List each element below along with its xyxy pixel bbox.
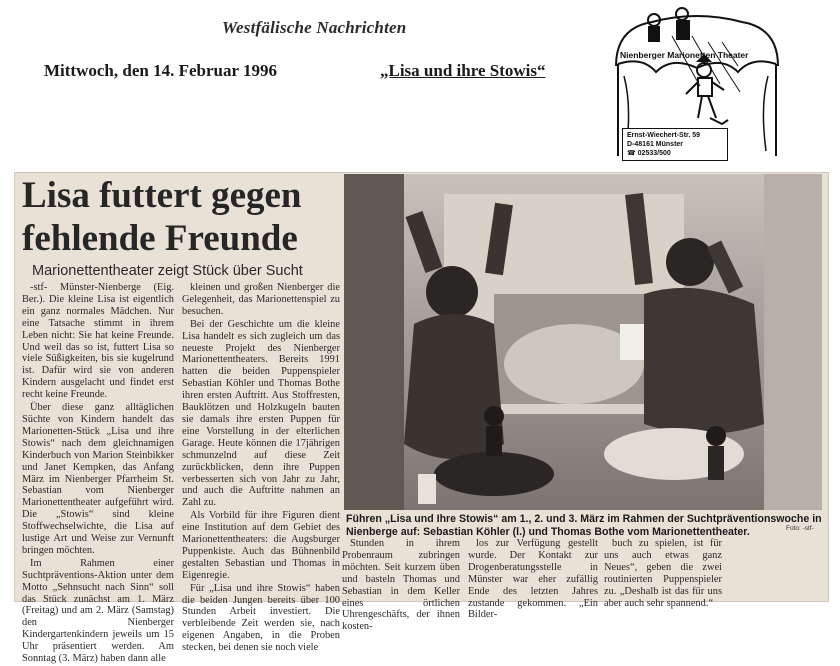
article-column-1: [22, 282, 174, 666]
paragraph: kleinen und großen Nienberger die Gelegenheit, das Marionettenspiel zu besuchen.: [182, 282, 340, 317]
paragraph: -stf- Münster-Nienberge (Eig. Ber.). Die kleine Lisa ist eigentlich ein ganz normales Mädchen. Nur eine Tatsache stimmt in ihrem Leben nicht: Sie hat keine Freunde. Und weil das so ist, futtert Lisa so viele Süßigkeiten, bis sie kugelrund ist. Dafür wird sie von anderen Kindern ausgelacht und findet erst recht keine Freunde.: [22, 282, 174, 401]
address-city: D-48161 Münster: [627, 141, 684, 148]
paragraph: Stunden in ihrem Probenraum zubringen möchten. Seit kurzem üben und basteln Thomas und Sebastian in dem Keller eines örtlichen Uhrengeschäfts, der ihnen kosten-: [342, 538, 460, 633]
theater-name: Nienberger Marionetten Theater: [620, 50, 749, 60]
article-column-2: [182, 282, 340, 655]
paragraph: los zur Verfügung gestellt wurde. Der Kontakt zur Drogenberatungsstelle in Münster war eher zufällig Ende des letzten Jahres zustande gekommen. „Ein Bilder-: [468, 538, 598, 621]
publication-date: Mittwoch, den 14. Februar 1996: [44, 61, 277, 80]
headline-reference: „Lisa und ihre Stowis“: [380, 61, 546, 80]
address-phone: ☎ 02533/500: [627, 150, 671, 157]
article-title: Lisa futtert gegen fehlende Freunde: [22, 175, 302, 259]
photo-credit: Foto: -stf-: [786, 525, 814, 532]
address-street: Ernst-Wiechert-Str. 59: [627, 132, 701, 139]
paragraph: Über diese ganz alltäglichen Süchte von Kindern handelt das Marionetten-Stück „Lisa und ihre Stowis“ nach dem gleichnamigen Kinderbuch von Marion Steinbikker und Janet Kempken, das Anfang März im Nienberger Pfarrheim St. Sebastian vom Nienberger Marionettentheater aufgeführt wird. Die „Stowis“ sind kleine Stoffwechselwichte, die Lisa auf lustige Art und Weise zur Vernunft bringen möchten.: [22, 402, 174, 556]
article-column-3: [342, 538, 460, 634]
paragraph: Als Vorbild für ihre Figuren dient eine Institution auf dem Gebiet des Marionettentheaters: die Augsburger Puppenkiste. Auch das Bühnenbild gestalten Sebastian und Thomas in Eigenregie.: [182, 510, 340, 581]
newspaper-name: Westfälische Nachrichten: [222, 18, 407, 37]
paragraph: Im Rahmen einer Suchtpräventions-Aktion unter dem Motto „Sehnsucht nach Sinn“ soll das Stück zunächst am 1. März (Freitag) und am 2. März (Samstag) den Nienberger Kindergartenkindern jeweils um 15 Uhr präsentiert werden. Am Sonntag (3. März) haben dann alle: [22, 557, 174, 665]
article-column-5: [604, 538, 722, 610]
theater-address: [622, 128, 728, 161]
article-subtitle: Marionettentheater zeigt Stück über Sucht: [32, 263, 303, 279]
theater-stamp: [612, 6, 782, 166]
paragraph: Bei der Geschichte um die kleine Lisa handelt es sich zugleich um das neueste Projekt des Nienberger Marionettentheaters. Bereits 1991 hatten die beiden Puppenspieler Sebastian Köhler und Thomas Bothe ihren ersten Auftritt. Aus Stoffresten, Bauklötzen und Holzkugeln bauten sie damals ihre ersten Puppen für eine Vorstellung in der elterlichen Garage. Heute können die 17jährigen schmunzelnd auf diese Zeit zurückblicken, denn ihre Puppen verbesserten sich von Jahr zu Jahr, und auch die Auftritte nahmen an Zahl zu.: [182, 318, 340, 509]
article-photo: [344, 174, 822, 510]
paragraph: buch zu spielen, ist für uns auch etwas ganz Neues“, geben die zwei routinierten Puppenspieler zu. „Deshalb ist das für uns aber auch sehr spannend.“: [604, 538, 722, 609]
article-column-4: [468, 538, 598, 622]
photo-caption: Führen „Lisa und Ihre Stowis“ am 1., 2. und 3. März im Rahmen der Suchtpräventionswoche in Nienberge auf: Sebastian Köhler (l.) und Thomas Bothe vom Marionettentheater.: [346, 513, 822, 538]
paragraph: Für „Lisa und ihre Stowis“ haben die beiden Jungen bereits über 100 Stunden Arbeit investiert. Die verbleibende Zeit werden sie, nach eigenen Angaben, in die Proben stecken, bei denen sie noch viele: [182, 582, 340, 654]
